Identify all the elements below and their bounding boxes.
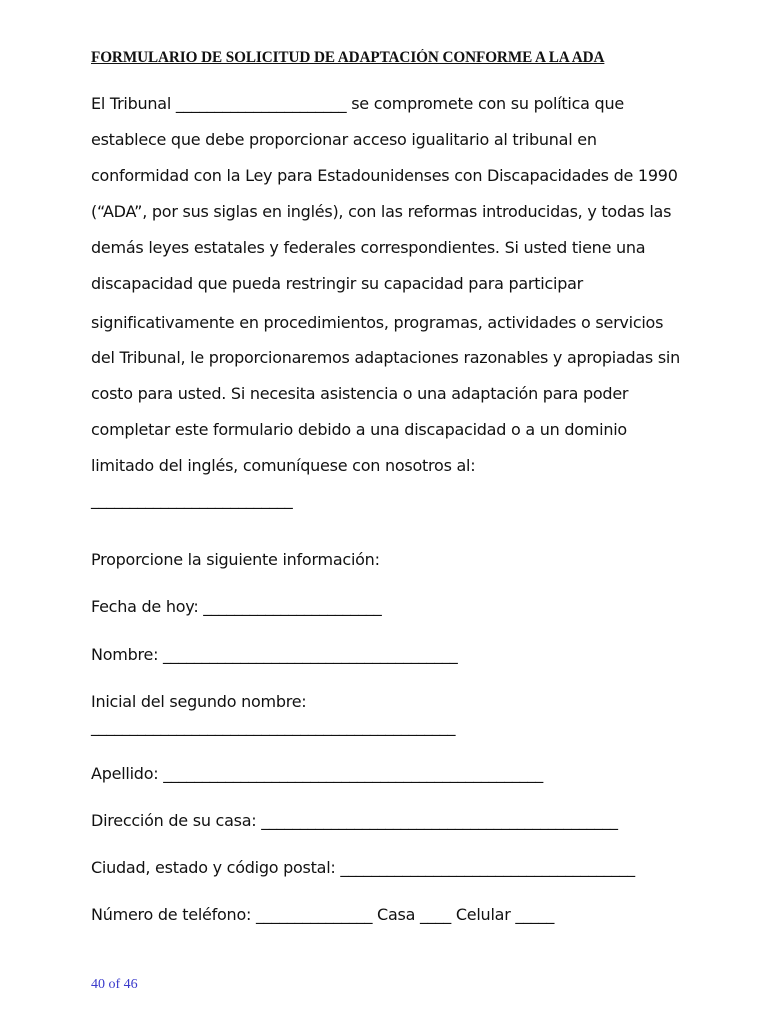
paragraph-line: demás leyes estatales y federales correspondientes. Si usted tiene una — [91, 238, 646, 257]
paragraph-line: El Tribunal ______________________ se compromete con su política que — [91, 94, 624, 113]
paragraph-line: limitado del inglés, comuníquese con nosotros al: — [91, 456, 476, 475]
phone-field: Número de teléfono: _______________ Casa ____ Celular _____ — [91, 905, 555, 924]
paragraph-line: (“ADA”, por sus siglas en inglés), con las reformas introducidas, y todas las — [91, 202, 672, 221]
paragraph-line: costo para usted. Si necesita asistencia o una adaptación para poder — [91, 384, 629, 403]
page-number: 40 of 46 — [91, 977, 138, 992]
paragraph-line: conformidad con la Ley para Estadounidenses con Discapacidades de 1990 — [91, 166, 678, 185]
city-state-zip-field: Ciudad, estado y código postal: ______________________________________ — [91, 858, 635, 877]
phone-blank: __________________________ — [91, 490, 293, 509]
address-field: Dirección de su casa: ______________________________________________ — [91, 811, 618, 830]
instruction-text: Proporcione la siguiente información: — [91, 550, 380, 569]
first-name-field: Nombre: ______________________________________ — [91, 645, 458, 664]
paragraph-line: completar este formulario debido a una discapacidad o a un dominio — [91, 420, 627, 439]
document-title: FORMULARIO DE SOLICITUD DE ADAPTACIÓN CONFORME A LA ADA — [91, 49, 605, 66]
middle-initial-label: Inicial del segundo nombre: — [91, 692, 307, 711]
last-name-field: Apellido: _________________________________________________ — [91, 764, 543, 783]
paragraph-line: establece que debe proporcionar acceso igualitario al tribunal en — [91, 130, 597, 149]
middle-initial-blank: _______________________________________________ — [91, 717, 456, 736]
paragraph-line: del Tribunal, le proporcionaremos adaptaciones razonables y apropiadas sin — [91, 348, 680, 367]
date-field: Fecha de hoy: _______________________ — [91, 597, 382, 616]
paragraph-line: discapacidad que pueda restringir su capacidad para participar — [91, 274, 584, 293]
paragraph-line: significativamente en procedimientos, programas, actividades o servicios — [91, 313, 664, 332]
